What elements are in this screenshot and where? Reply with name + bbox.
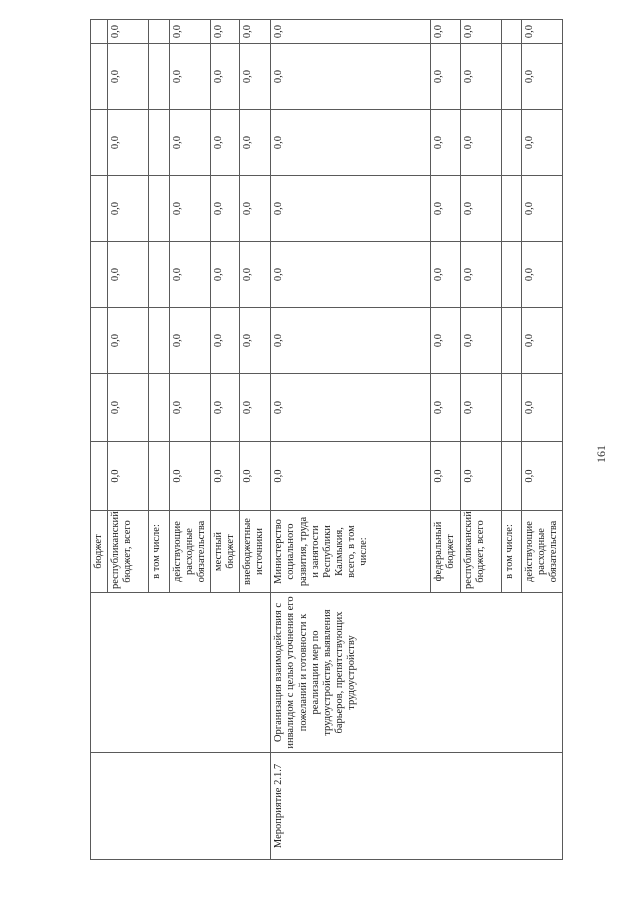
table-row [271,20,431,860]
cont-row-6-value-2: 0,0 [240,374,271,442]
cont-row-1-value-2 [91,374,108,442]
cont-row-2-value-2: 0,0 [108,374,149,442]
cont-row-4-value-5: 0,0 [170,176,211,242]
cont-row-4-value-6: 0,0 [170,110,211,176]
measure-row-1-value-2: 0,0 [271,374,431,442]
continued-number-cell [91,753,271,860]
cont-row-5-value-7: 0,0 [211,44,240,110]
measure-row-3-value-8: 0,0 [460,20,501,44]
cont-row-3-value-1 [149,442,170,511]
measure-row-4-value-1 [501,442,521,511]
measure-row-2-value-1: 0,0 [431,442,460,511]
measure-row-2-value-6: 0,0 [431,110,460,176]
cont-row-2-value-5: 0,0 [108,176,149,242]
funding-source-label: республиканский бюджет, всего [108,511,149,593]
measure-row-5-value-6: 0,0 [521,110,562,176]
measure-name: Организация взаимодействия с инвалидом с целью уточнения его пожеланий и готовности к реализации мер по трудоустройству, выявления барьеров, препятствующих трудоустройству [271,593,562,753]
measure-row-5-value-5: 0,0 [521,176,562,242]
cont-row-3-value-8 [149,20,170,44]
cont-row-5-value-4: 0,0 [211,242,240,308]
cont-row-6-value-3: 0,0 [240,308,271,374]
measure-row-3-value-3: 0,0 [460,308,501,374]
cont-row-4-value-7: 0,0 [170,44,211,110]
measure-row-1-value-8: 0,0 [271,20,431,44]
cont-row-2-value-8: 0,0 [108,20,149,44]
cont-row-5-value-5: 0,0 [211,176,240,242]
measure-row-1-value-4: 0,0 [271,242,431,308]
cont-row-5-value-2: 0,0 [211,374,240,442]
cont-row-4-value-4: 0,0 [170,242,211,308]
cont-row-5-value-6: 0,0 [211,110,240,176]
measure-row-1-value-6: 0,0 [271,110,431,176]
funding-source-label: федеральный бюджет [431,511,460,593]
funding-source-label: местный бюджет [211,511,240,593]
measure-row-2-value-7: 0,0 [431,44,460,110]
rotated-page-content [90,24,582,860]
measure-row-4-value-5 [501,176,521,242]
funding-source-label: внебюджетные источники [240,511,271,593]
measure-number: Мероприятие 2.1.7 [271,753,562,860]
measure-row-1-value-5: 0,0 [271,176,431,242]
cont-row-4-value-2: 0,0 [170,374,211,442]
cont-row-3-value-6 [149,110,170,176]
funding-source-label: действующие расходные обязательства [521,511,562,593]
table-row [91,20,108,860]
continued-name-cell [91,593,271,753]
cont-row-5-value-3: 0,0 [211,308,240,374]
funding-source-label: в том числе: [149,511,170,593]
cont-row-5-value-8: 0,0 [211,20,240,44]
funding-source-label: республиканский бюджет, всего [460,511,501,593]
funding-source-label: действующие расходные обязательства [170,511,211,593]
measure-row-5-value-8: 0,0 [521,20,562,44]
page-number: 161 [594,445,608,463]
cont-row-4-value-8: 0,0 [170,20,211,44]
cont-row-3-value-4 [149,242,170,308]
cont-row-2-value-1: 0,0 [108,442,149,511]
measure-row-2-value-4: 0,0 [431,242,460,308]
measure-row-2-value-5: 0,0 [431,176,460,242]
cont-row-1-value-6 [91,110,108,176]
cont-row-2-value-4: 0,0 [108,242,149,308]
cont-row-4-value-3: 0,0 [170,308,211,374]
measure-row-1-value-7: 0,0 [271,44,431,110]
measure-row-3-value-5: 0,0 [460,176,501,242]
measure-row-3-value-4: 0,0 [460,242,501,308]
cont-row-3-value-5 [149,176,170,242]
cont-row-5-value-1: 0,0 [211,442,240,511]
cont-row-1-value-7 [91,44,108,110]
cont-row-6-value-4: 0,0 [240,242,271,308]
cont-row-6-value-7: 0,0 [240,44,271,110]
measure-row-4-value-2 [501,374,521,442]
cont-row-2-value-3: 0,0 [108,308,149,374]
cont-row-6-value-5: 0,0 [240,176,271,242]
measure-row-4-value-4 [501,242,521,308]
cont-row-6-value-6: 0,0 [240,110,271,176]
measure-row-1-value-1: 0,0 [271,442,431,511]
cont-row-1-value-5 [91,176,108,242]
cont-row-4-value-1: 0,0 [170,442,211,511]
measure-row-3-value-7: 0,0 [460,44,501,110]
measure-row-5-value-2: 0,0 [521,374,562,442]
cont-row-1-value-1 [91,442,108,511]
cont-row-3-value-7 [149,44,170,110]
measure-row-4-value-6 [501,110,521,176]
measure-row-5-value-4: 0,0 [521,242,562,308]
measure-row-4-value-8 [501,20,521,44]
measure-row-2-value-8: 0,0 [431,20,460,44]
funding-source-label: в том числе: [501,511,521,593]
cont-row-6-value-1: 0,0 [240,442,271,511]
cont-row-1-value-8 [91,20,108,44]
measure-row-2-value-3: 0,0 [431,308,460,374]
funding-table [90,19,563,860]
measure-row-3-value-6: 0,0 [460,110,501,176]
cont-row-1-value-3 [91,308,108,374]
cont-row-2-value-6: 0,0 [108,110,149,176]
measure-row-4-value-7 [501,44,521,110]
cont-row-3-value-3 [149,308,170,374]
funding-table-body [91,20,563,860]
funding-source-label: Министерство социального развития, труда и занятости Республики Калмыкия, всего, в том числе: [271,511,431,593]
measure-row-5-value-3: 0,0 [521,308,562,374]
cont-row-2-value-7: 0,0 [108,44,149,110]
measure-row-5-value-7: 0,0 [521,44,562,110]
measure-row-3-value-1: 0,0 [460,442,501,511]
measure-row-5-value-1: 0,0 [521,442,562,511]
cont-row-1-value-4 [91,242,108,308]
measure-row-1-value-3: 0,0 [271,308,431,374]
funding-source-label: бюджет [91,511,108,593]
cont-row-3-value-2 [149,374,170,442]
measure-row-2-value-2: 0,0 [431,374,460,442]
measure-row-3-value-2: 0,0 [460,374,501,442]
cont-row-6-value-8: 0,0 [240,20,271,44]
measure-row-4-value-3 [501,308,521,374]
